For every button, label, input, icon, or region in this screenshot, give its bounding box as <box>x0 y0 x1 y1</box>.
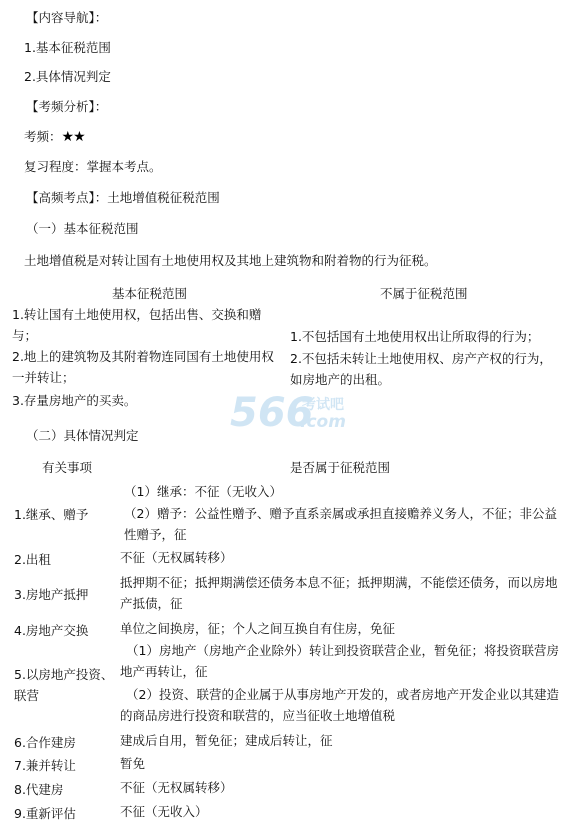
section1-title: （一）基本征税范围 <box>26 221 139 236</box>
table2-header-scope: 是否属于征税范围 <box>290 460 391 475</box>
table2-row3-item: 3.房地产抵押 <box>14 587 89 602</box>
table2-row7-line1: 暂免 <box>120 756 146 771</box>
table2-row2-item: 2.出租 <box>14 552 51 567</box>
nav-item-2: 2.具体情况判定 <box>24 69 111 84</box>
analysis-heading: 【考频分析】： <box>26 99 108 114</box>
frequency-stars: ★★ <box>61 129 85 145</box>
section1-intro: 土地增值税是对转让国有土地使用权及其地上建筑物和附着物的行为征税。 <box>24 253 437 268</box>
table1-left-item-1: 1.转让国有土地使用权，包括出售、交换和赠与； <box>12 307 262 343</box>
hot-point: 【高频考点】：土地增值税征税范围 <box>26 190 220 205</box>
watermark-brand: 考试吧 <box>302 397 344 413</box>
table1-left-item-2: 2.地上的建筑物及其附着物连同国有土地使用权一并转让； <box>12 349 274 385</box>
table2-row5-line2: （2）投资、联营的企业属于从事房地产开发的，或者房地产开发企业以其建造的商品房进行投资和联营的，应当征收土地增值税 <box>120 687 559 723</box>
nav-item-1: 1.基本征税范围 <box>24 40 111 55</box>
table2-row4-line1: 单位之间换房，征；个人之间互换自有住房，免征 <box>120 621 396 636</box>
section2-title: （二）具体情况判定 <box>26 428 139 443</box>
watermark-number: 566 <box>230 390 314 436</box>
table2-row2-line1: 不征（无权属转移） <box>120 550 233 565</box>
table2-row1-line2: （2）赠予：公益性赠予、赠予直系亲属或承担直接赡养义务人，不征；非公益性赠予，征 <box>124 506 557 542</box>
table2-row5-line1: （1）房地产（房地产企业除外）转让到投资联营企业，暂免征；将投资联营房地产再转让，征 <box>120 643 559 679</box>
table1-right-item-2: 2.不包括未转让土地使用权、房产产权的行为，如房地产的出租。 <box>290 351 552 387</box>
table2-row6-line1: 建成后自用，暂免征；建成后转让，征 <box>120 733 333 748</box>
frequency-line <box>24 127 85 145</box>
table2-row1-line1: （1）继承：不征（无收入） <box>124 484 282 499</box>
table1-header-left: 基本征税范围 <box>112 286 188 301</box>
table2-row3-line1: 抵押期不征；抵押期满偿还债务本息不征；抵押期满，不能偿还债务，而以房地产抵债，征 <box>120 575 558 611</box>
table2-row1-item: 1.继承、赠予 <box>14 507 89 522</box>
table1-header-right: 不属于征税范围 <box>380 286 468 301</box>
table2-row8-item: 8.代建房 <box>14 782 64 797</box>
nav-heading: 【内容导航】： <box>26 10 108 25</box>
table2-row7-item: 7.兼并转让 <box>14 758 76 773</box>
table2-header-item: 有关事项 <box>42 460 93 475</box>
table2-row5-item: 5.以房地产投资、联营 <box>14 667 114 703</box>
watermark-domain: .com <box>300 412 346 432</box>
review-text: 复习程度：掌握本考点。 <box>24 159 162 174</box>
frequency-label: 考频： <box>24 129 62 144</box>
table2-row6-item: 6.合作建房 <box>14 735 76 750</box>
table1-right-item-1: 1.不包括国有土地使用权出让所取得的行为； <box>290 329 540 344</box>
table1-left-item-3: 3.存量房地产的买卖。 <box>12 393 137 408</box>
table2-row4-item: 4.房地产交换 <box>14 623 89 638</box>
table2-row9-line1: 不征（无收入） <box>120 804 208 819</box>
table2-row8-line1: 不征（无权属转移） <box>120 780 233 795</box>
table2-row9-item: 9.重新评估 <box>14 806 76 821</box>
